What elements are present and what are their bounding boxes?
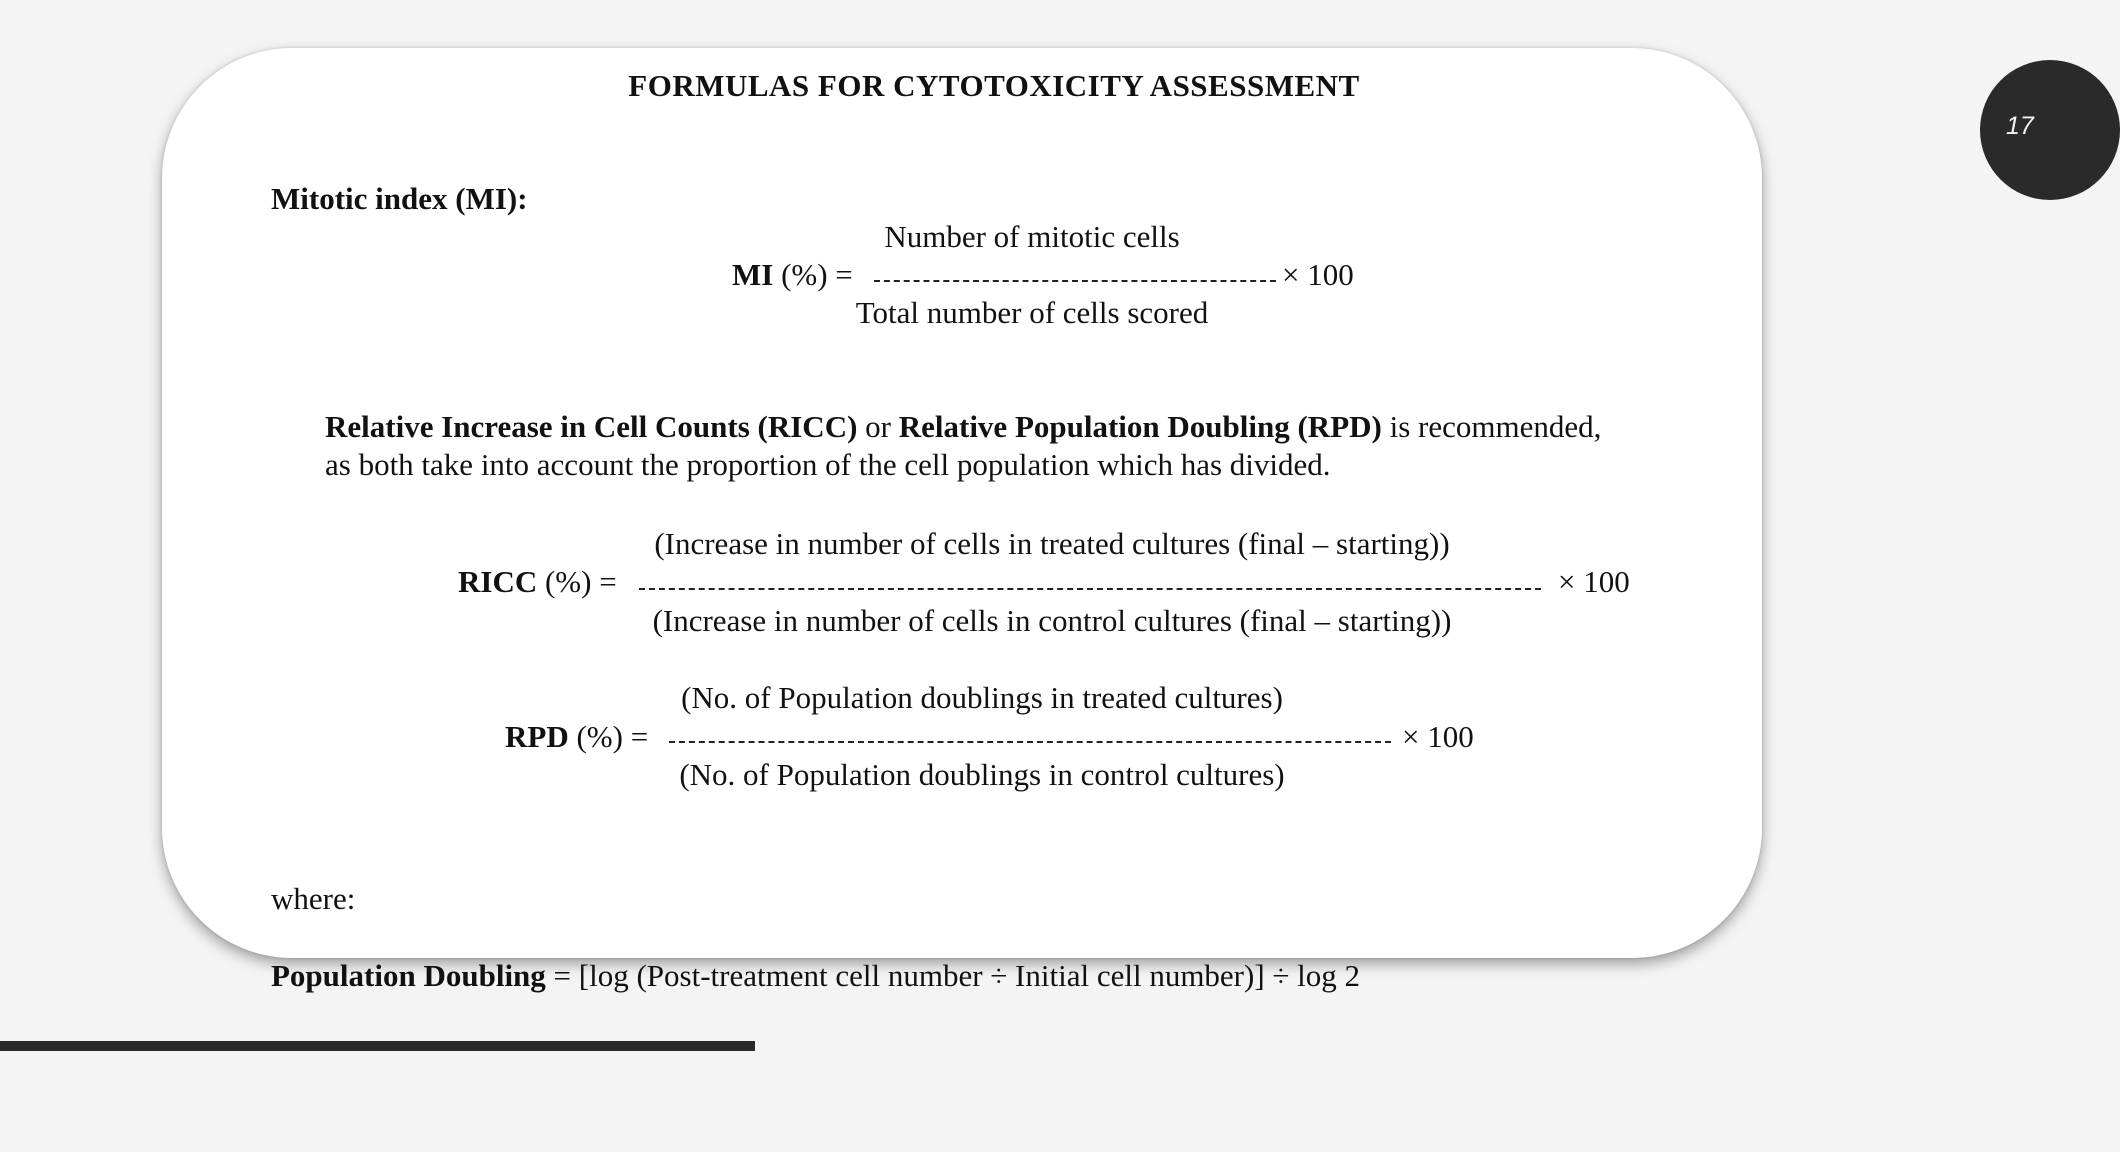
rpd-numerator: (No. of Population doublings in treated cultures) [681,680,1283,715]
page-number-badge [1980,60,2120,200]
ricc-lhs-symbol: RICC [458,564,538,599]
mi-multiplier: × 100 [1282,257,1354,292]
rpd-term: Relative Population Doubling (RPD) [898,409,1382,444]
population-doubling-formula: = [log (Post-treatment cell number ÷ Initial cell number)] ÷ log 2 [545,958,1361,993]
mi-fraction-bar [874,280,1276,282]
rpd-formula-lhs [505,718,648,756]
rpd-multiplier: × 100 [1402,719,1474,754]
mi-numerator: Number of mitotic cells [884,219,1180,254]
ricc-multiplier: × 100 [1558,564,1630,599]
where-label: where: [271,881,356,916]
ricc-numerator: (Increase in number of cells in treated cultures (final – starting)) [654,526,1450,561]
slide-title: FORMULAS FOR CYTOTOXICITY ASSESSMENT [628,68,1360,103]
rpd-lhs-symbol: RPD [505,719,569,754]
mi-lhs-symbol: MI [732,257,774,292]
rpd-fraction-bar [669,741,1391,743]
population-doubling-term: Population Doubling [271,958,546,993]
recommendation-line-2: as both take into account the proportion of the cell population which has divided. [325,447,1331,482]
ricc-rpd-recommendation [325,408,1745,484]
ricc-lhs-unit: (%) = [537,564,617,599]
ricc-formula-lhs [458,563,617,601]
mi-denominator: Total number of cells scored [855,295,1209,330]
mitotic-index-heading: Mitotic index (MI): [271,181,528,216]
population-doubling-definition [271,958,1360,994]
bottom-accent-rule [0,1041,755,1051]
ricc-term: Relative Increase in Cell Counts (RICC) [325,409,858,444]
mi-formula-lhs [732,256,853,294]
formula-image-card [162,48,1762,993]
ricc-denominator: (Increase in number of cells in control cultures (final – starting)) [652,603,1452,638]
page-number: 17 [2006,112,2034,140]
mi-lhs-unit: (%) = [773,257,853,292]
ricc-fraction-bar [639,588,1541,590]
rpd-denominator: (No. of Population doublings in control cultures) [679,757,1285,792]
or-text: or [857,409,899,444]
recommended-text: is recommended, [1381,409,1602,444]
rpd-lhs-unit: (%) = [568,719,649,754]
